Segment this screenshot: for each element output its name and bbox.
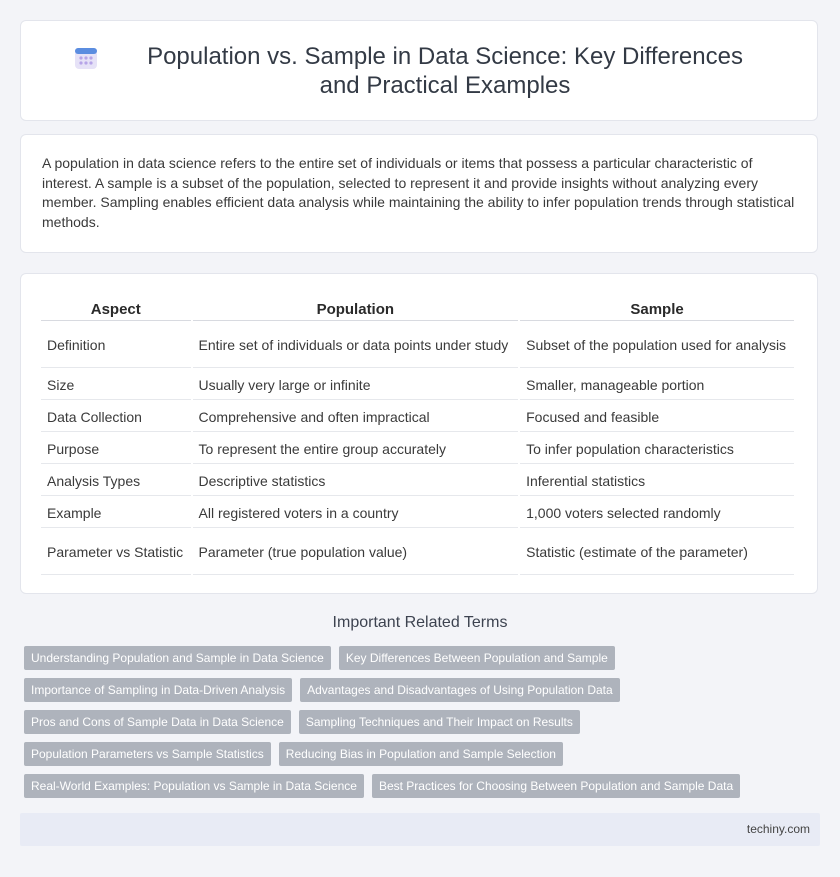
cell-population: Usually very large or infinite bbox=[193, 370, 519, 400]
cell-population: To represent the entire group accurately bbox=[193, 434, 519, 464]
table-row bbox=[41, 323, 794, 368]
cell-sample: Focused and feasible bbox=[520, 402, 794, 432]
cell-sample: 1,000 voters selected randomly bbox=[520, 498, 794, 528]
header-population: Population bbox=[193, 298, 519, 321]
cell-sample: Smaller, manageable portion bbox=[520, 370, 794, 400]
intro-paragraph: A population in data science refers to the entire set of individuals or items that possess a particular characteristic of interest. A sample is a subset of the population, selected to represent it and provide insights without analyzing every member. Sampling enables efficient data analysis while maintaining the ability to infer population trends through statistical methods. bbox=[42, 155, 795, 230]
related-term-tag[interactable]: Sampling Techniques and Their Impact on Results bbox=[299, 710, 580, 734]
tag-row bbox=[24, 710, 824, 734]
cell-population: Comprehensive and often impractical bbox=[193, 402, 519, 432]
tag-row bbox=[24, 678, 824, 702]
table-row bbox=[41, 434, 794, 464]
table-row bbox=[41, 530, 794, 575]
footer-site-link[interactable]: techiny.com bbox=[746, 822, 810, 836]
cell-population: All registered voters in a country bbox=[193, 498, 519, 528]
cell-aspect: Parameter vs Statistic bbox=[41, 530, 191, 575]
cell-aspect: Example bbox=[41, 498, 191, 528]
table-row bbox=[41, 370, 794, 400]
page-title: Population vs. Sample in Data Science: Key Differences and Practical Examples bbox=[147, 42, 743, 99]
cell-population: Descriptive statistics bbox=[193, 466, 519, 496]
related-term-tag[interactable]: Understanding Population and Sample in Data Science bbox=[24, 646, 331, 670]
cell-sample: Inferential statistics bbox=[520, 466, 794, 496]
related-terms-list bbox=[24, 646, 824, 806]
table-row bbox=[41, 402, 794, 432]
title-card bbox=[20, 20, 818, 121]
cell-sample: Subset of the population used for analysis bbox=[520, 323, 794, 368]
cell-aspect: Purpose bbox=[41, 434, 191, 464]
cell-population: Parameter (true population value) bbox=[193, 530, 519, 575]
comparison-card bbox=[20, 273, 818, 594]
cell-aspect: Analysis Types bbox=[41, 466, 191, 496]
tag-row bbox=[24, 774, 824, 798]
related-term-tag[interactable]: Advantages and Disadvantages of Using Population Data bbox=[300, 678, 620, 702]
related-term-tag[interactable]: Key Differences Between Population and Sample bbox=[339, 646, 615, 670]
table-row bbox=[41, 498, 794, 528]
related-terms-heading: Important Related Terms bbox=[332, 614, 508, 631]
related-term-tag[interactable]: Importance of Sampling in Data-Driven Analysis bbox=[24, 678, 292, 702]
table-header-row bbox=[41, 298, 794, 321]
header-sample: Sample bbox=[520, 298, 794, 321]
cell-aspect: Definition bbox=[41, 323, 191, 368]
related-term-tag[interactable]: Pros and Cons of Sample Data in Data Science bbox=[24, 710, 291, 734]
calendar-grid-icon bbox=[73, 45, 99, 71]
cell-sample: Statistic (estimate of the parameter) bbox=[520, 530, 794, 575]
related-term-tag[interactable]: Best Practices for Choosing Between Population and Sample Data bbox=[372, 774, 740, 798]
tag-row bbox=[24, 742, 824, 766]
footer bbox=[20, 813, 820, 846]
cell-aspect: Size bbox=[41, 370, 191, 400]
tag-row bbox=[24, 646, 824, 670]
intro-card bbox=[20, 134, 818, 253]
header-aspect: Aspect bbox=[41, 298, 191, 321]
cell-aspect: Data Collection bbox=[41, 402, 191, 432]
comparison-table bbox=[39, 296, 796, 577]
cell-sample: To infer population characteristics bbox=[520, 434, 794, 464]
related-term-tag[interactable]: Real-World Examples: Population vs Sample in Data Science bbox=[24, 774, 364, 798]
related-term-tag[interactable]: Reducing Bias in Population and Sample Selection bbox=[279, 742, 563, 766]
cell-population: Entire set of individuals or data points under study bbox=[193, 323, 519, 368]
related-term-tag[interactable]: Population Parameters vs Sample Statistics bbox=[24, 742, 271, 766]
table-row bbox=[41, 466, 794, 496]
